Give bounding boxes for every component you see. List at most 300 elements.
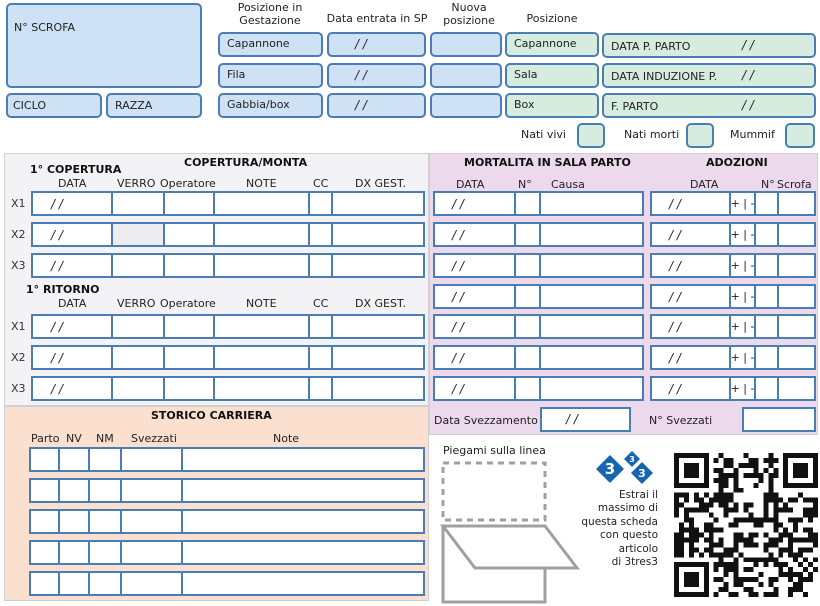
qr-module bbox=[773, 542, 778, 547]
qr-module bbox=[753, 592, 758, 597]
mortalita-cell-causa[interactable] bbox=[541, 347, 642, 368]
qr-module bbox=[724, 458, 729, 463]
storico-cell-parto[interactable] bbox=[31, 573, 60, 594]
posizione-capannone-field[interactable] bbox=[505, 32, 599, 57]
storico-cell-svezzati[interactable] bbox=[122, 542, 183, 563]
qr-module bbox=[689, 518, 694, 523]
qr-module bbox=[778, 562, 783, 567]
scrofa-field[interactable] bbox=[6, 3, 202, 88]
copertura-cell-data[interactable] bbox=[33, 193, 113, 214]
adozioni-cell-data[interactable] bbox=[652, 347, 731, 368]
copertura-cell-cc[interactable] bbox=[310, 378, 333, 399]
row-label: X1 bbox=[11, 197, 26, 210]
qr-module bbox=[719, 577, 724, 582]
adozioni-cell-scrofa[interactable] bbox=[779, 255, 814, 276]
qr-module bbox=[768, 518, 773, 523]
qr-module bbox=[684, 498, 689, 503]
f-parto-label: F. PARTO bbox=[611, 100, 659, 113]
logo-diamond-large bbox=[596, 455, 624, 483]
qr-module bbox=[724, 503, 729, 508]
storico-cell-note[interactable] bbox=[183, 511, 423, 532]
copertura-row bbox=[31, 191, 425, 216]
posizione-box-field[interactable] bbox=[505, 93, 599, 118]
copertura-row bbox=[31, 222, 425, 247]
header-nuova-posizione-line2: posizione bbox=[443, 14, 495, 27]
qr-module bbox=[734, 567, 739, 572]
qr-module bbox=[813, 503, 818, 508]
nuova-posizione-field-2[interactable] bbox=[430, 63, 502, 88]
adozioni-cell-data[interactable] bbox=[652, 316, 731, 337]
storico-row bbox=[29, 571, 425, 596]
copertura-cell-verro[interactable] bbox=[113, 316, 165, 337]
mortalita-cell-n[interactable] bbox=[516, 224, 541, 245]
storico-cell-nm[interactable] bbox=[90, 449, 122, 470]
storico-cell-nm[interactable] bbox=[90, 511, 122, 532]
mortalita-col-n: N° bbox=[518, 178, 532, 191]
date-slashes: / / bbox=[51, 381, 63, 396]
copertura-cell-verro[interactable] bbox=[113, 347, 165, 368]
copertura-cell-operatore[interactable] bbox=[165, 255, 215, 276]
svezzati-field[interactable] bbox=[742, 407, 816, 432]
copertura-cell-cc[interactable] bbox=[310, 347, 333, 368]
qr-module bbox=[734, 488, 739, 493]
copertura-row bbox=[31, 253, 425, 278]
copertura-cell-note[interactable] bbox=[215, 378, 310, 399]
nati-morti-label: Nati morti bbox=[624, 128, 680, 141]
qr-module bbox=[763, 503, 768, 508]
mortalita-row bbox=[433, 376, 644, 401]
qr-module bbox=[763, 493, 768, 498]
qr-module bbox=[813, 542, 818, 547]
row-label: X1 bbox=[11, 320, 26, 333]
adozioni-cell-data[interactable] bbox=[652, 193, 731, 214]
qr-module bbox=[709, 542, 714, 547]
copertura-cell-operatore[interactable] bbox=[165, 193, 215, 214]
qr-module bbox=[748, 542, 753, 547]
qr-module bbox=[739, 532, 744, 537]
adozioni-cell-sign[interactable] bbox=[731, 316, 756, 337]
qr-module bbox=[729, 498, 734, 503]
copertura-cell-cc[interactable] bbox=[310, 224, 333, 245]
qr-module bbox=[788, 518, 793, 523]
storico-cell-nv[interactable] bbox=[60, 573, 90, 594]
plus-minus-sign: + | - bbox=[730, 382, 755, 395]
copertura-cell-data[interactable] bbox=[33, 347, 113, 368]
date-slashes: / / bbox=[669, 319, 681, 334]
qr-module bbox=[734, 532, 739, 537]
adozioni-cell-scrofa[interactable] bbox=[779, 316, 814, 337]
qr-module bbox=[793, 552, 798, 557]
gestazione-fila-field[interactable] bbox=[218, 63, 323, 88]
qr-module bbox=[768, 577, 773, 582]
adozioni-cell-sign[interactable] bbox=[731, 347, 756, 368]
qr-module bbox=[704, 508, 709, 513]
gestazione-capannone-field[interactable] bbox=[218, 32, 323, 57]
qr-module bbox=[744, 518, 749, 523]
f-parto-field[interactable] bbox=[602, 93, 816, 118]
qr-module bbox=[778, 567, 783, 572]
qr-module bbox=[778, 498, 783, 503]
gestazione-capannone-label: Capannone bbox=[227, 37, 290, 50]
qr-module bbox=[674, 498, 679, 503]
adozioni-cell-scrofa[interactable] bbox=[779, 378, 814, 399]
qr-module bbox=[748, 518, 753, 523]
storico-cell-note[interactable] bbox=[183, 480, 423, 501]
copertura-row bbox=[31, 314, 425, 339]
adozioni-cell-data[interactable] bbox=[652, 255, 731, 276]
adozioni-cell-data[interactable] bbox=[652, 286, 731, 307]
qr-module bbox=[674, 552, 679, 557]
storico-col-svezzati: Svezzati bbox=[131, 432, 177, 445]
qr-module bbox=[689, 552, 694, 557]
header-nuova-posizione bbox=[430, 1, 508, 27]
adozioni-cell-scrofa[interactable] bbox=[779, 347, 814, 368]
storico-cell-note[interactable] bbox=[183, 449, 423, 470]
gestazione-gabbia-field[interactable] bbox=[218, 93, 323, 118]
copertura-cell-dxgest[interactable] bbox=[333, 255, 423, 276]
qr-module bbox=[694, 537, 699, 542]
qr-module bbox=[798, 582, 803, 587]
data-induzione-field[interactable] bbox=[602, 63, 816, 88]
qr-module bbox=[748, 537, 753, 542]
qr-module bbox=[729, 458, 734, 463]
qr-module bbox=[798, 562, 803, 567]
adozioni-cell-n[interactable] bbox=[756, 378, 779, 399]
storico-cell-nm[interactable] bbox=[90, 573, 122, 594]
qr-module bbox=[788, 547, 793, 552]
qr-module bbox=[768, 537, 773, 542]
data-entrata-field-3[interactable] bbox=[327, 93, 426, 118]
qr-module bbox=[778, 523, 783, 528]
qr-module bbox=[694, 547, 699, 552]
copertura-cell-note[interactable] bbox=[215, 224, 310, 245]
qr-module bbox=[684, 518, 689, 523]
copertura-cell-note[interactable] bbox=[215, 193, 310, 214]
adozioni-row bbox=[650, 222, 816, 247]
promo-line: con questo bbox=[600, 529, 658, 542]
copertura-cell-data[interactable] bbox=[33, 378, 113, 399]
plus-minus-sign: + | - bbox=[730, 290, 755, 303]
copertura-cell-dxgest[interactable] bbox=[333, 316, 423, 337]
qr-module bbox=[778, 508, 783, 513]
date-slashes: / / bbox=[355, 98, 367, 112]
mortalita-cell-data[interactable] bbox=[435, 255, 516, 276]
qr-module bbox=[694, 508, 699, 513]
date-slashes: / / bbox=[669, 227, 681, 242]
date-slashes: / / bbox=[742, 68, 754, 82]
mortalita-cell-causa[interactable] bbox=[541, 193, 642, 214]
storico-cell-svezzati[interactable] bbox=[122, 480, 183, 501]
qr-module bbox=[719, 493, 724, 498]
data-entrata-field-2[interactable] bbox=[327, 63, 426, 88]
storico-cell-nv[interactable] bbox=[60, 511, 90, 532]
razza-label: RAZZA bbox=[115, 99, 153, 112]
qr-module bbox=[729, 592, 734, 597]
mortalita-cell-causa[interactable] bbox=[541, 378, 642, 399]
qr-module bbox=[719, 478, 724, 483]
prima-copertura-label: 1° COPERTURA bbox=[30, 163, 122, 176]
adozioni-cell-n[interactable] bbox=[756, 347, 779, 368]
qr-module bbox=[773, 473, 778, 478]
storico-cell-parto[interactable] bbox=[31, 542, 60, 563]
adozioni-cell-scrofa[interactable] bbox=[779, 224, 814, 245]
storico-cell-parto[interactable] bbox=[31, 480, 60, 501]
qr-module bbox=[699, 552, 704, 557]
storico-cell-parto[interactable] bbox=[31, 449, 60, 470]
qr-module bbox=[748, 577, 753, 582]
copertura-cell-note[interactable] bbox=[215, 316, 310, 337]
date-slashes: / / bbox=[452, 289, 464, 304]
copertura-cell-verro[interactable] bbox=[113, 224, 165, 245]
3tres3-logo bbox=[594, 450, 660, 494]
storico-cell-nm[interactable] bbox=[90, 542, 122, 563]
promo-line: massimo di bbox=[597, 502, 658, 515]
posizione-capannone-label: Capannone bbox=[514, 37, 577, 50]
data-induzione-label: DATA INDUZIONE P. bbox=[611, 70, 718, 83]
qr-module bbox=[753, 577, 758, 582]
qr-module bbox=[694, 527, 699, 532]
adozioni-cell-scrofa[interactable] bbox=[779, 193, 814, 214]
copertura-cell-data[interactable] bbox=[33, 255, 113, 276]
adozioni-cell-n[interactable] bbox=[756, 286, 779, 307]
qr-module bbox=[748, 532, 753, 537]
copertura-cell-dxgest[interactable] bbox=[333, 193, 423, 214]
promo-line: questa scheda bbox=[581, 515, 658, 528]
qr-module bbox=[744, 577, 749, 582]
qr-module bbox=[679, 552, 684, 557]
adozioni-cell-n[interactable] bbox=[756, 224, 779, 245]
qr-module bbox=[783, 572, 788, 577]
qr-module bbox=[773, 577, 778, 582]
mortalita-row bbox=[433, 314, 644, 339]
qr-module bbox=[788, 592, 793, 597]
qr-module bbox=[808, 527, 813, 532]
storico-cell-nv[interactable] bbox=[60, 449, 90, 470]
nuova-posizione-field-1[interactable] bbox=[430, 32, 502, 57]
mortalita-cell-data[interactable] bbox=[435, 193, 516, 214]
storico-cell-note[interactable] bbox=[183, 542, 423, 563]
qr-module bbox=[714, 567, 719, 572]
storico-cell-parto[interactable] bbox=[31, 511, 60, 532]
qr-module bbox=[674, 542, 679, 547]
qr-module bbox=[699, 532, 704, 537]
ciclo-field[interactable] bbox=[6, 93, 102, 118]
header-posizione-gestazione-line2: Gestazione bbox=[239, 14, 301, 27]
promo-line: articolo bbox=[618, 542, 658, 555]
qr-code[interactable] bbox=[674, 452, 818, 598]
qr-module bbox=[803, 592, 808, 597]
qr-module bbox=[788, 567, 793, 572]
qr-module bbox=[684, 537, 689, 542]
copertura-cell-operatore[interactable] bbox=[165, 378, 215, 399]
nati-morti-field[interactable] bbox=[686, 123, 714, 148]
mortalita-cell-n[interactable] bbox=[516, 255, 541, 276]
storico-cell-svezzati[interactable] bbox=[122, 573, 183, 594]
qr-module bbox=[773, 503, 778, 508]
svezzamento-date-field[interactable] bbox=[540, 407, 631, 432]
copertura-cell-data[interactable] bbox=[33, 224, 113, 245]
mortalita-cell-n[interactable] bbox=[516, 378, 541, 399]
qr-module bbox=[679, 537, 684, 542]
copertura-cell-verro[interactable] bbox=[113, 378, 165, 399]
copertura-cell-operatore[interactable] bbox=[165, 347, 215, 368]
copertura-row bbox=[31, 376, 425, 401]
qr-module bbox=[704, 527, 709, 532]
qr-module bbox=[719, 498, 724, 503]
qr-module bbox=[724, 547, 729, 552]
copertura-cell-verro[interactable] bbox=[113, 193, 165, 214]
copertura-cell-cc[interactable] bbox=[310, 316, 333, 337]
header-posizione-gestazione-line1: Posizione in bbox=[237, 1, 303, 14]
qr-module bbox=[753, 542, 758, 547]
qr-module bbox=[714, 552, 719, 557]
qr-module bbox=[734, 508, 739, 513]
copertura-cell-cc[interactable] bbox=[310, 193, 333, 214]
adozioni-cell-sign[interactable] bbox=[731, 286, 756, 307]
adozioni-cell-sign[interactable] bbox=[731, 378, 756, 399]
adozioni-cell-n[interactable] bbox=[756, 316, 779, 337]
qr-module bbox=[674, 547, 679, 552]
qr-module bbox=[773, 523, 778, 528]
qr-module bbox=[729, 547, 734, 552]
qr-module bbox=[768, 483, 773, 488]
mortalita-cell-n[interactable] bbox=[516, 347, 541, 368]
qr-module bbox=[679, 532, 684, 537]
qr-module bbox=[694, 493, 699, 498]
qr-module bbox=[753, 473, 758, 478]
adozioni-row bbox=[650, 314, 816, 339]
mortalita-cell-data[interactable] bbox=[435, 224, 516, 245]
qr-module bbox=[748, 592, 753, 597]
qr-module bbox=[729, 567, 734, 572]
qr-module bbox=[753, 557, 758, 562]
mortalita-cell-causa[interactable] bbox=[541, 316, 642, 337]
qr-module bbox=[719, 562, 724, 567]
qr-module bbox=[813, 498, 818, 503]
qr-module bbox=[763, 508, 768, 513]
qr-module bbox=[734, 557, 739, 562]
copertura-cell-dxgest[interactable] bbox=[333, 378, 423, 399]
mortalita-cell-causa[interactable] bbox=[541, 224, 642, 245]
qr-module bbox=[734, 542, 739, 547]
qr-module bbox=[753, 518, 758, 523]
date-slashes: / / bbox=[51, 196, 63, 211]
adozioni-cell-data[interactable] bbox=[652, 224, 731, 245]
qr-module bbox=[674, 513, 679, 518]
copertura-cell-note[interactable] bbox=[215, 255, 310, 276]
mortalita-row bbox=[433, 191, 644, 216]
qr-module bbox=[803, 508, 808, 513]
plus-minus-sign: + | - bbox=[730, 228, 755, 241]
qr-module bbox=[793, 523, 798, 528]
qr-module bbox=[763, 562, 768, 567]
data-p-parto-label: DATA P. PARTO bbox=[611, 40, 691, 53]
mummif-field[interactable] bbox=[785, 123, 815, 148]
mortalita-cell-data[interactable] bbox=[435, 316, 516, 337]
qr-module bbox=[773, 562, 778, 567]
adozioni-cell-scrofa[interactable] bbox=[779, 286, 814, 307]
posizione-sala-field[interactable] bbox=[505, 63, 599, 88]
date-slashes: / / bbox=[669, 381, 681, 396]
data-entrata-field-1[interactable] bbox=[327, 32, 426, 57]
qr-module bbox=[768, 463, 773, 468]
copertura-cell-operatore[interactable] bbox=[165, 316, 215, 337]
nuova-posizione-field-3[interactable] bbox=[430, 93, 502, 118]
nati-vivi-field[interactable] bbox=[577, 123, 605, 148]
adozioni-cell-sign[interactable] bbox=[731, 193, 756, 214]
qr-module bbox=[734, 537, 739, 542]
qr-module bbox=[739, 577, 744, 582]
qr-module bbox=[734, 592, 739, 597]
qr-module bbox=[768, 458, 773, 463]
mortalita-cell-causa[interactable] bbox=[541, 255, 642, 276]
data-p-parto-field[interactable] bbox=[602, 33, 816, 58]
copertura-cell-verro[interactable] bbox=[113, 255, 165, 276]
storico-cell-nv[interactable] bbox=[60, 480, 90, 501]
qr-module bbox=[679, 547, 684, 552]
row-label: X2 bbox=[11, 351, 26, 364]
qr-module bbox=[704, 493, 709, 498]
qr-module bbox=[788, 587, 793, 592]
mortalita-cell-data[interactable] bbox=[435, 286, 516, 307]
qr-module bbox=[788, 537, 793, 542]
qr-module bbox=[709, 537, 714, 542]
qr-module bbox=[793, 498, 798, 503]
qr-module bbox=[674, 508, 679, 513]
storico-cell-nv[interactable] bbox=[60, 542, 90, 563]
copertura-cell-operatore[interactable] bbox=[165, 224, 215, 245]
copertura-cell-dxgest[interactable] bbox=[333, 347, 423, 368]
qr-module bbox=[813, 508, 818, 513]
qr-module bbox=[788, 542, 793, 547]
adozioni-cell-sign[interactable] bbox=[731, 224, 756, 245]
qr-module bbox=[753, 532, 758, 537]
mortalita-cell-data[interactable] bbox=[435, 378, 516, 399]
copertura-col-header: Operatore bbox=[160, 177, 216, 190]
qr-module bbox=[704, 547, 709, 552]
adozioni-cell-data[interactable] bbox=[652, 378, 731, 399]
mortalita-title: MORTALITA IN SALA PARTO bbox=[464, 156, 631, 169]
mortalita-cell-data[interactable] bbox=[435, 347, 516, 368]
copertura-cell-cc[interactable] bbox=[310, 255, 333, 276]
copertura-cell-note[interactable] bbox=[215, 347, 310, 368]
storico-cell-note[interactable] bbox=[183, 573, 423, 594]
qr-module bbox=[763, 542, 768, 547]
adozioni-cell-n[interactable] bbox=[756, 193, 779, 214]
qr-module bbox=[709, 527, 714, 532]
adozioni-cell-sign[interactable] bbox=[731, 255, 756, 276]
razza-field[interactable] bbox=[106, 93, 202, 118]
storico-cell-nm[interactable] bbox=[90, 480, 122, 501]
qr-module bbox=[793, 582, 798, 587]
qr-module bbox=[813, 557, 818, 562]
mortalita-cell-n[interactable] bbox=[516, 193, 541, 214]
copertura-cell-dxgest[interactable] bbox=[333, 224, 423, 245]
mortalita-cell-n[interactable] bbox=[516, 286, 541, 307]
qr-module bbox=[753, 468, 758, 473]
qr-module bbox=[709, 498, 714, 503]
qr-module bbox=[719, 537, 724, 542]
adozioni-cell-n[interactable] bbox=[756, 255, 779, 276]
storico-cell-svezzati[interactable] bbox=[122, 511, 183, 532]
mortalita-cell-n[interactable] bbox=[516, 316, 541, 337]
svezzamento-label: Data Svezzamento bbox=[434, 414, 538, 427]
qr-module bbox=[734, 518, 739, 523]
copertura-cell-data[interactable] bbox=[33, 316, 113, 337]
storico-cell-svezzati[interactable] bbox=[122, 449, 183, 470]
promo-line: di 3tres3 bbox=[611, 556, 658, 569]
mortalita-cell-causa[interactable] bbox=[541, 286, 642, 307]
